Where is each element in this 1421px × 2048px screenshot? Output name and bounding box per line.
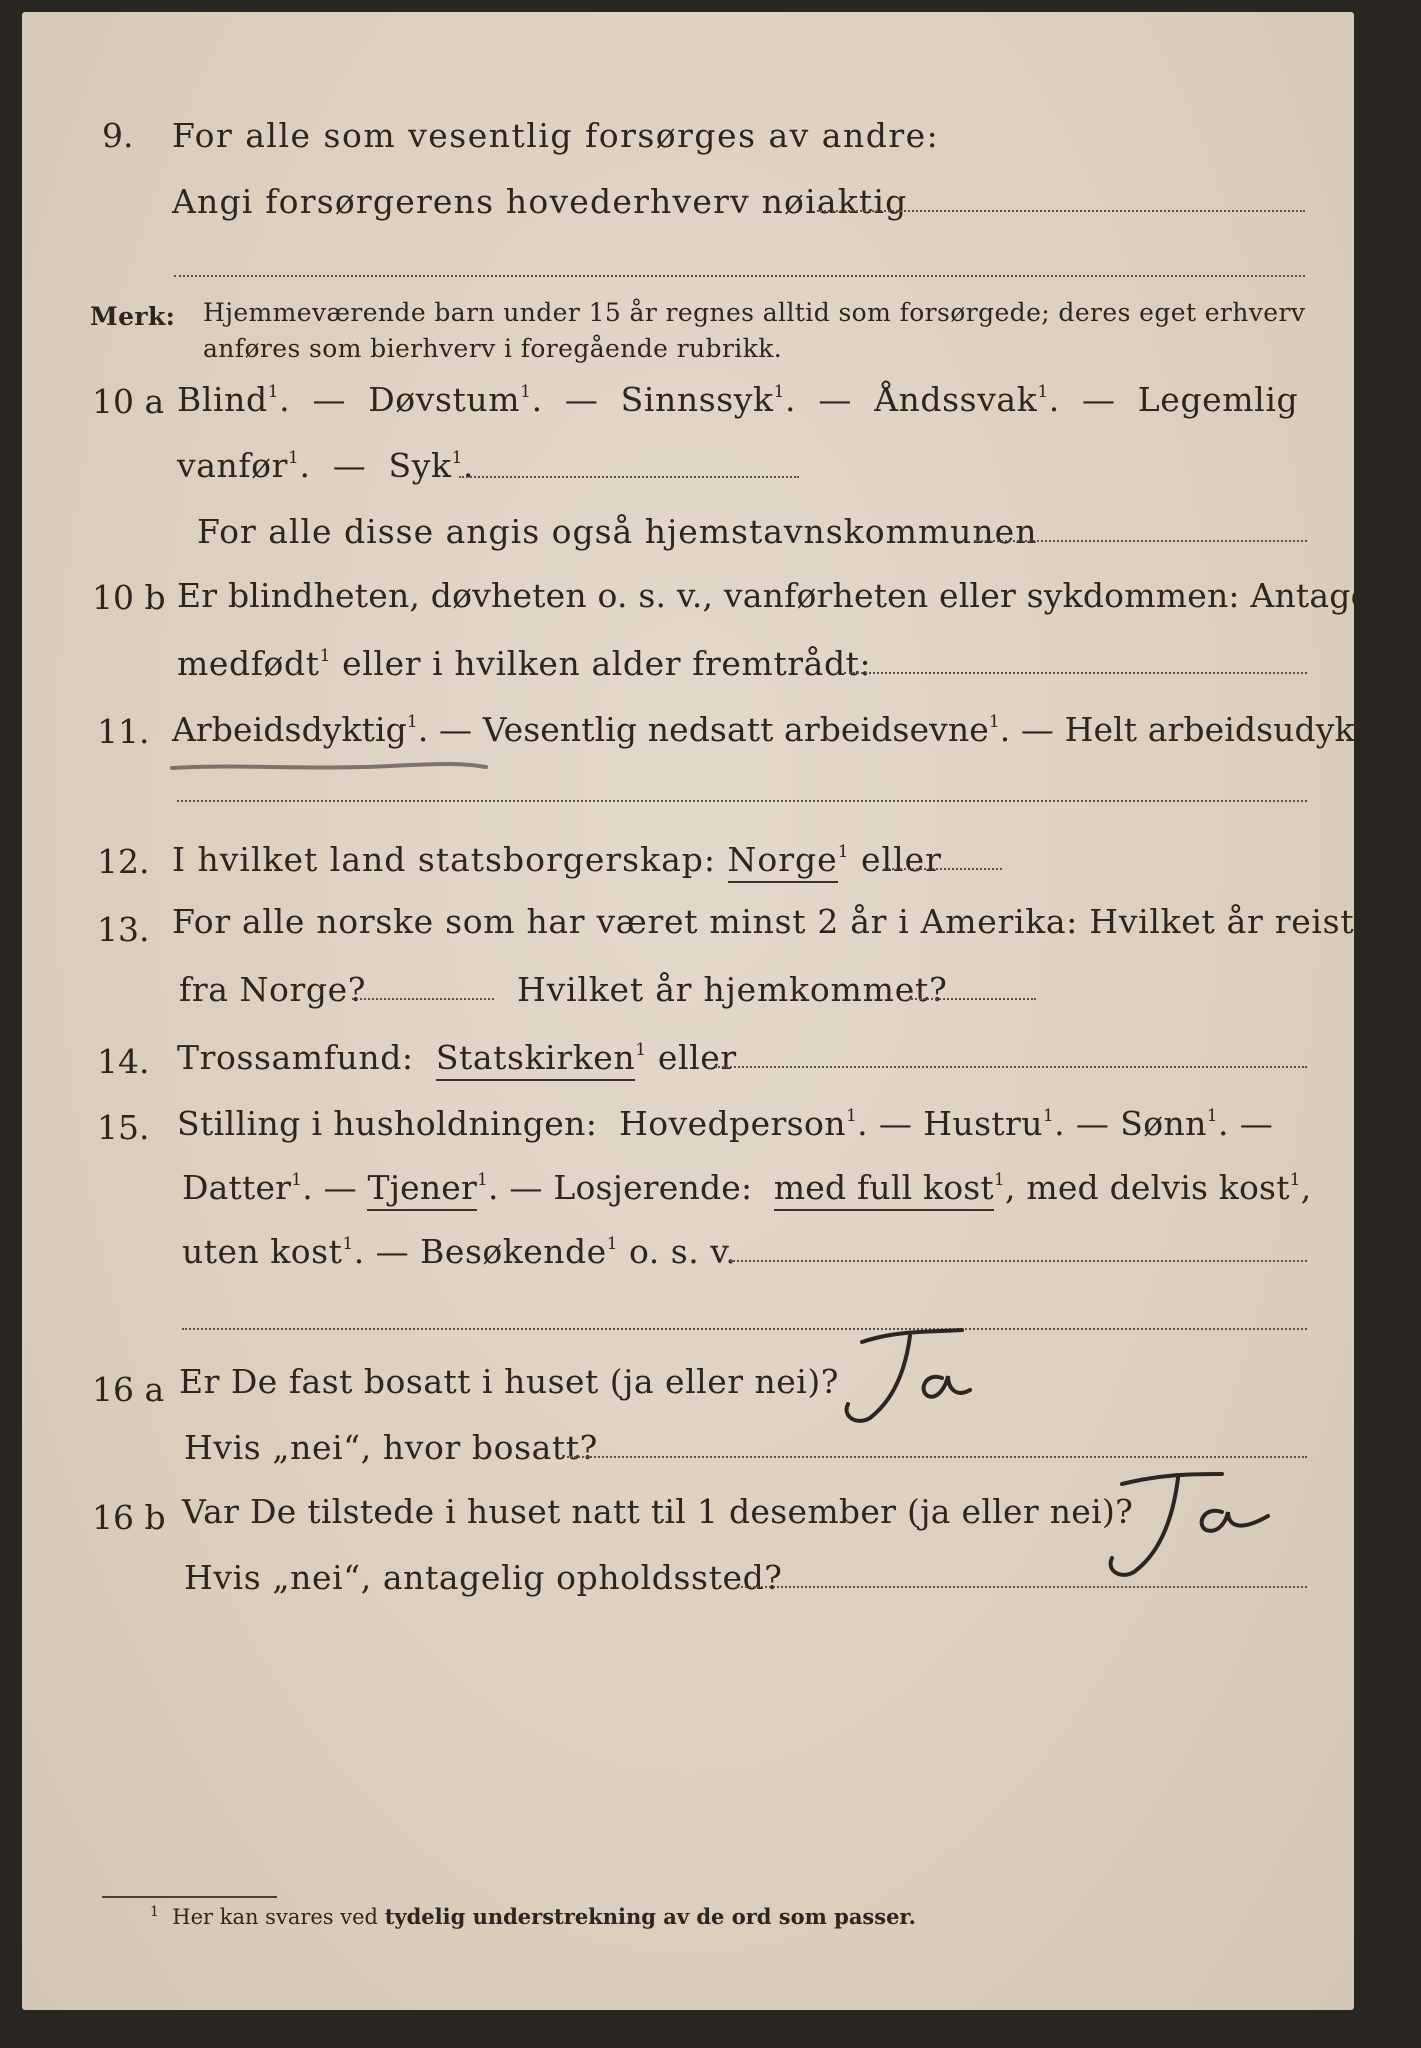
note-line2: anføres som bierhverv i foregående rubrikk. [203,334,783,363]
q16a-handwritten-answer [822,1320,982,1430]
q14-line: Trossamfund: Statskirken$^1$ eller [177,1038,737,1077]
footnote-rule [102,1896,277,1898]
q13-hjemkommet: Hvilket år hjemkommet? [517,970,948,1009]
q16b-followup: Hvis „nei“, antagelig opholdssted? [184,1558,783,1597]
q11-number: 11. [97,712,150,751]
q15-extra-field[interactable] [182,1328,1307,1330]
q16a-number: 16 a [92,1370,165,1409]
census-form-page [22,12,1421,2010]
opt-medfodt[interactable]: medfødt [177,644,320,683]
q16b-handwritten-answer [1082,1460,1282,1590]
opt-vanfor[interactable]: vanfør [177,446,289,485]
q13-fra-norge: fra Norge? [179,970,367,1009]
opt-uten-kost[interactable]: uten kost [182,1232,343,1271]
opt-arbeidsdyktig[interactable]: Arbeidsdyktig [172,710,407,749]
note-line1: Hjemmeværende barn under 15 år regnes alltid som forsørgede; deres eget erhverv [203,298,1306,327]
q15-line1: Stilling i husholdningen: Hovedperson$^1$. — Hustru$^1$. — Sønn$^1$. — [177,1104,1274,1143]
opt-datter[interactable]: Datter [182,1168,292,1207]
opt-statskirken[interactable]: Statskirken [436,1038,635,1081]
q15-other-field[interactable] [730,1260,1307,1262]
q16b-question: Var De tilstede i huset natt til 1 desember (ja eller nei)? [182,1492,1134,1531]
opt-legemlig[interactable]: Legemlig [1137,380,1299,419]
q9-number: 9. [102,116,134,155]
q10a-number: 10 a [92,382,165,421]
q12-number: 12. [97,842,150,881]
q9-answer-field[interactable] [817,210,1305,212]
q14-other-field[interactable] [715,1066,1307,1068]
q10a-syk-field[interactable] [459,476,799,478]
q13-year-return-field[interactable] [908,998,1036,1000]
q11-line: Arbeidsdyktig$^1$. — Vesentlig nedsatt arbeidsevne$^1$. — Helt arbeidsudyktig$^1$. [172,710,1421,749]
footnote: $^1$ Her kan svares ved tydelig understrekning av de ord som passer. [150,1904,916,1929]
q10b-line2: medfødt$^1$ eller i hvilken alder fremtrådt: [177,644,872,683]
q13-line1: For alle norske som har været minst 2 år i Amerika: Hvilket år reist [172,902,1355,941]
opt-tjener[interactable]: Tjener [367,1168,477,1211]
q15-line3: uten kost$^1$. — Besøkende$^1$ o. s. v. [182,1232,737,1271]
q16b-opholdssted-field[interactable] [737,1586,1307,1588]
opt-vesentlig-nedsatt[interactable]: Vesentlig nedsatt arbeidsevne [482,710,989,749]
q13-year-left-field[interactable] [352,998,494,1000]
q10a-line3: For alle disse angis også hjemstavnskommunen [197,512,1038,551]
q15-number: 15. [97,1108,150,1147]
arbeidsdyktig-handwritten-underline [170,760,490,774]
note-label: Merk: [90,302,176,331]
q16b-number: 16 b [92,1498,166,1537]
q14-number: 14. [97,1042,150,1081]
q9-line2: Angi forsørgerens hovederhverv nøiaktig [172,182,908,221]
opt-sonn[interactable]: Sønn [1120,1104,1207,1143]
opt-syk[interactable]: Syk [388,446,452,485]
opt-helt-arbeidsudyktig[interactable]: Helt arbeidsudyktig [1064,710,1400,749]
q11-extra-field[interactable] [177,800,1307,802]
q9-line1: For alle som vesentlig forsørges av andre: [172,116,940,155]
q10b-number: 10 b [92,578,166,617]
q16a-followup: Hvis „nei“, hvor bosatt? [184,1428,598,1467]
q16a-question: Er De fast bosatt i huset (ja eller nei)? [179,1362,839,1401]
q16a-bosatt-field[interactable] [567,1456,1307,1458]
q9-answer-field-extra[interactable] [174,275,1305,277]
opt-sinnssyk[interactable]: Sinnssyk [620,380,774,419]
q10a-line2: vanfør$^1$. — Syk$^1$. [177,446,475,485]
q10a-hjemstavn-field[interactable] [974,540,1307,542]
opt-blind[interactable]: Blind [177,380,268,419]
opt-med-delvis-kost[interactable]: med delvis kost [1026,1168,1290,1207]
opt-dovstum[interactable]: Døvstum [368,380,521,419]
q10b-alder-field[interactable] [844,672,1307,674]
opt-norge[interactable]: Norge [728,840,838,883]
opt-hustru[interactable]: Hustru [923,1104,1043,1143]
q15-line2: Datter$^1$. — Tjener$^1$. — Losjerende: med full kost$^1$, med delvis kost$^1$, [182,1168,1311,1207]
opt-besokende[interactable]: Besøkende [420,1232,607,1271]
opt-med-full-kost[interactable]: med full kost [774,1168,994,1211]
q12-line: I hvilket land statsborgerskap: Norge$^1$ eller [172,840,942,879]
opt-hovedperson[interactable]: Hovedperson [619,1104,846,1143]
q10b-line1: Er blindheten, døvheten o. s. v., vanførheten eller sykdommen: Antagelig [177,576,1414,615]
opt-andssvak[interactable]: Åndssvak [874,380,1038,419]
q12-other-country-field[interactable] [884,868,1002,870]
q13-number: 13. [97,910,150,949]
q10a-line1: Blind$^1$. — Døvstum$^1$. — Sinnssyk$^1$. — Åndssvak$^1$. — Legemlig [177,380,1299,419]
